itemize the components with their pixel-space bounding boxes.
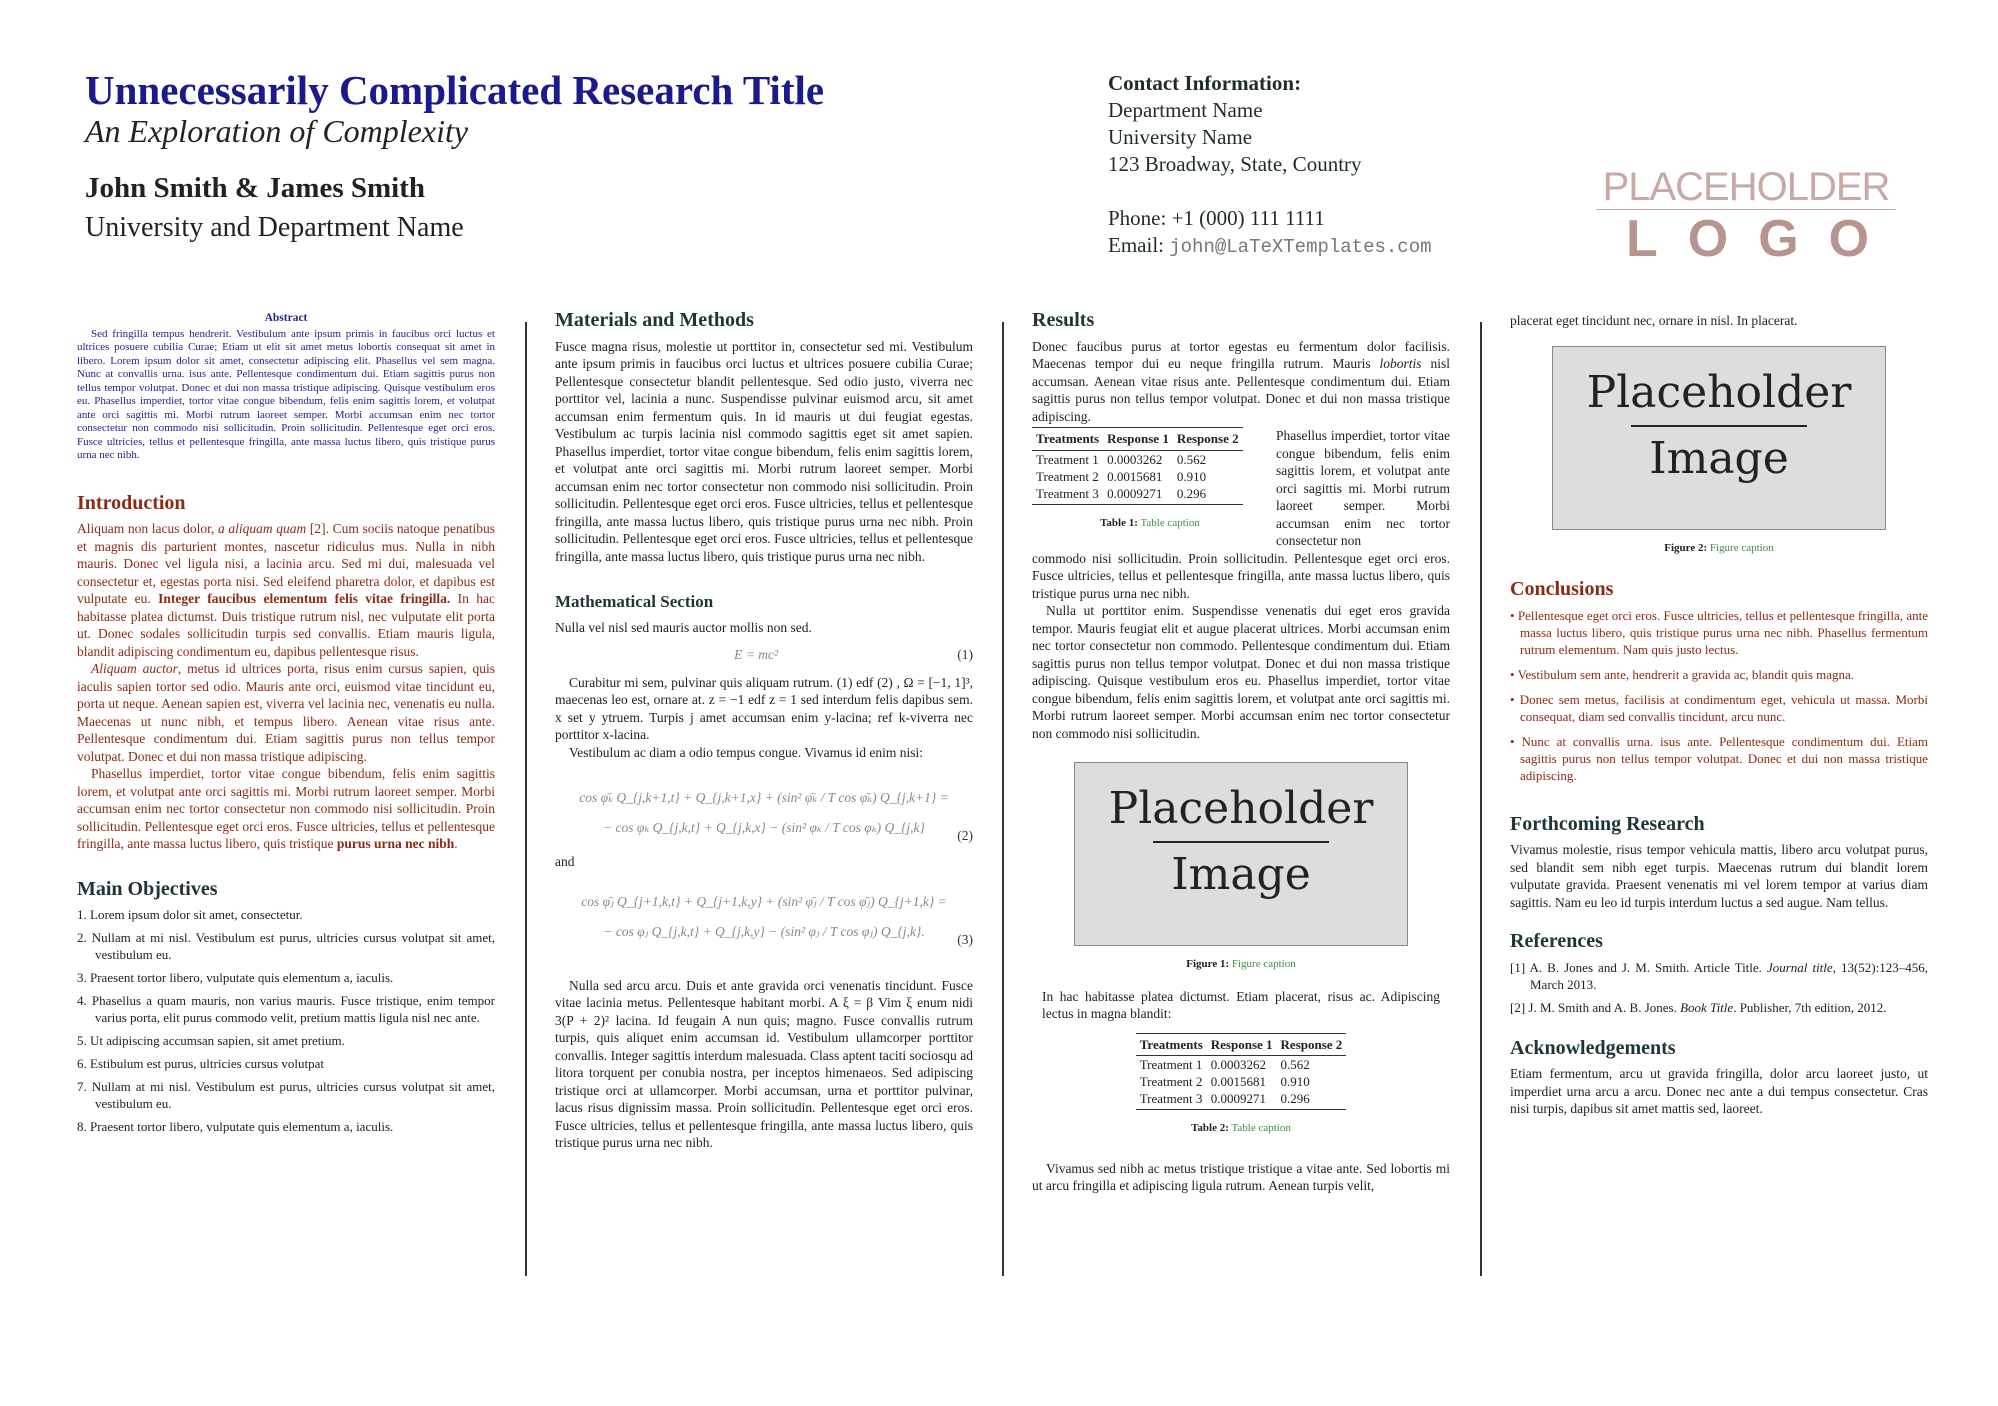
- contact-line: 123 Broadway, State, Country: [1108, 152, 1362, 176]
- objectives-list: [77, 906, 495, 1135]
- table-1-caption: Table 1: Table caption: [1100, 516, 1200, 529]
- equation-1: E = mc² (1): [734, 647, 973, 662]
- methods-text: Fusce magna risus, molestie ut porttitor in, consectetur sed mi. Vestibulum ante ipsum primis in faucibus orci luctus et ultrices posuere cubilia Curae; Pellentesque consectetur blandit pellentesque. Sed odio justo, viverra nec porttitor vel, lacinia a nunc. Suspendisse pulvinar euismod arcu, sit amet accumsan enim fermentum quis. In id mauris ut dui feugiat egestas. Vestibulum ac turpis lacinia nisl commodo sagittis eget sit amet sapien. Phasellus imperdiet, tortor vitae congue bibendum, felis enim sagittis lorem, et volutpat ante orci sagittis mi. Morbi rutrum laoreet semper. Morbi accumsan enim nec tortor consectetur non commodo nisi sollicitudin. Proin sollicitudin. Pellentesque eget orci eros. Fusce ultricies, tellus et pellentesque fringilla, ante massa luctus libero, quis tristique purus urna nec nibh. Proin sollicitudin. Pellentesque eget orci eros. Fusce ultricies, tellus et pellentesque fringilla, ante massa luctus libero, quis tristique purus urna nec nibh.: [555, 338, 973, 564]
- list-item: 4. Phasellus a quam mauris, non varius mauris. Fusce tristique, enim tempor varius porta, elit purus commodo velit, pretium mattis ligula nisl nec ante.: [77, 993, 495, 1025]
- forthcoming-heading: Forthcoming Research: [1510, 812, 1705, 835]
- list-item: 3. Praesent tortor libero, vulputate quis elementum a, iaculis.: [77, 970, 394, 985]
- wrap-text: Phasellus imperdiet, tortor vitae congue bibendum, felis enim sagittis lorem, et volutpat ante orci sagittis mi. Morbi rutrum laoreet semper. Morbi accumsan enim nec tortor consectetur non: [1276, 428, 1450, 548]
- contact-info: [1108, 70, 1432, 261]
- results-paragraph-1-cont: commodo nisi sollicitudin. Proin sollicitudin. Pellentesque eget orci eros. Fusce ultricies, tellus et pellentesque fringilla, ante massa luctus libero, quis tristique purus urna nec nibh.: [1032, 550, 1450, 601]
- column-4: [1510, 312, 1928, 1128]
- table-header-row: Treatments Response 1 Response 2: [1032, 428, 1243, 451]
- table-row: Treatment 3 0.0009271 0.296: [1032, 485, 1243, 505]
- equation-2: cos φ̄ₖ Q_{j,k+1,t} + Q_{j,k+1,x} + (sin² φ̄ₖ / T cos φ̄ₖ) Q_{j,k+1} = − cos φₖ Q_{j,k,t} + Q_{j,k,x} − (sin² φₖ / T cos φₖ) Q_{j,k} (2): [579, 790, 973, 843]
- email-row: [1108, 232, 1432, 261]
- math-paragraph-3: Nulla sed arcu arcu. Duis et ante gravida orci venenatis tincidunt. Fusce vitae lacinia metus. Pellentesque habitant morbi. A ξ = β Vim ξ enum nidi 3(P + 2)² lacina. Id feugain A nun quis; magno. Fusce convallis rutrum turpis, quis aliquet enim accumsan id. Vestibulum ullamcorper porttitor convallis. Integer sagittis interdum malesuada. Class aptent taciti sociosqu ad litora torquent per conubia nostra, per inceptos himenaeos. Sed adipiscing tristique orci at ullamcorper. Morbi accumsan, urna et porttitor pulvinar, lacus risus dignissim massa. Proin sollicitudin. Pellentesque eget orci eros. Fusce ultricies, tellus et pellentesque fringilla, ante massa luctus libero, quis tristique purus urna nec nibh.: [555, 977, 973, 1150]
- list-item: • Donec sem metus, facilisis at condimentum eget, vehicula ut massa. Morbi consequat, diam sed convallis tincidunt, arcu nunc.: [1510, 691, 1928, 724]
- contact-line: Department Name: [1108, 98, 1263, 122]
- abstract-block: [77, 312, 495, 463]
- intro-paragraph-3: Phasellus imperdiet, tortor vitae congue bibendum, felis enim sagittis lorem, et volutpat ante orci sagittis mi. Morbi rutrum laoreet semper. Morbi accumsan enim nec tortor consectetur non commodo nisi sollicitudin. Proin sollicitudin. Pellentesque eget orci eros. Fusce ultricies, tellus et pellentesque fringilla, ante massa luctus libero, quis tristique purus urna nec nibh.: [77, 766, 495, 851]
- abstract-text: Sed fringilla tempus hendrerit. Vestibulum ante ipsum primis in faucibus orci luctus et ultrices posuere cubilia Curae; Etiam ut elit sit amet metus lobortis consequat sit amet in libero. Lorem ipsum dolor sit amet, consectetur adipiscing elit. Phasellus vel sem magna. Nunc at convallis urna. isus ante. Pellentesque condimentum dui. Etiam sagittis purus non tellus tempor volutpat. Donec et dui non massa tristique adipiscing. Quisque vestibulum eros eu. Phasellus imperdiet, tortor vitae congue bibendum, felis enim sagittis lorem, et volutpat ante orci sagittis mi. Morbi rutrum laoreet semper. Morbi accumsan enim nec tortor consectetur non commodo nisi sollicitudin. Proin sollicitudin. Pellentesque eget orci eros. Fusce ultricies, tellus et pellentesque fringilla, ante massa luctus libero, quis tristique purus urna nec nibh.: [77, 327, 495, 461]
- list-item: 8. Praesent tortor libero, vulputate quis elementum a, iaculis.: [77, 1119, 394, 1134]
- phone: Phone: +1 (000) 111 1111: [1108, 206, 1325, 230]
- conclusions-heading: Conclusions: [1510, 578, 1614, 600]
- reference-2: [2] J. M. Smith and A. B. Jones. Book Title. Publisher, 7th edition, 2012.: [1510, 999, 1887, 1015]
- math-heading: Mathematical Section: [555, 592, 714, 611]
- table-2: [1136, 1033, 1347, 1111]
- figure-1-caption: Figure 1: Figure caption: [1186, 958, 1296, 970]
- figure-2-placeholder-image: Placeholder Image: [1552, 346, 1886, 530]
- introduction-heading: Introduction: [77, 491, 186, 514]
- email-label: Email:: [1108, 233, 1170, 257]
- results-paragraph-2: Nulla ut porttitor enim. Suspendisse venenatis dui eget eros gravida tempor. Mauris feugiat elit et augue placerat ultrices. Morbi accumsan enim nec tortor consectetur non commodo. Pellentesque condimentum dui. Etiam sagittis purus non tellus tempor volutpat. Donec et dui non massa tristique adipiscing. Quisque vestibulum eros eu. Phasellus imperdiet, tortor vitae congue bibendum, felis enim sagittis lorem, et volutpat ante orci sagittis mi. Morbi rutrum laoreet semper. Morbi accumsan enim nec tortor consectetur non commodo nisi sollicitudin.: [1032, 603, 1450, 741]
- email-link[interactable]: john@LaTeXTemplates.com: [1169, 236, 1432, 258]
- table-1: [1032, 427, 1243, 505]
- list-item: • Nunc at convallis urna. isus ante. Pellentesque condimentum dui. Etiam sagittis purus non tellus tempor volutpat. Donec et dui non massa tristique adipiscing.: [1510, 733, 1928, 783]
- acknowledgements-text: Etiam fermentum, arcu ut gravida fringilla, dolor arcu laoreet justo, ut imperdiet urna arcu a arcu. Donec nec ante a dui tempus consectetur. Cras nisi turpis, dapibus sit amet mattis sed, laoreet.: [1510, 1066, 1928, 1116]
- introduction-body: [77, 520, 495, 853]
- column-4-continuation: placerat eget tincidunt nec, ornare in nisl. In placerat.: [1510, 313, 1798, 328]
- results-heading: Results: [1032, 309, 1095, 331]
- results-paragraph-1: Donec faucibus purus at tortor egestas eu fermentum dolor facilisis. Maecenas tempor dui eu neque fringilla rutrum. Mauris lobortis nisl accumsan. Aenean vitae risus ante. Pellentesque condimentum dui. Etiam sagittis purus non tellus tempor volutpat. Donec et dui non massa tristique adipiscing.: [1032, 338, 1450, 424]
- list-item: • Pellentesque eget orci eros. Fusce ultricies, tellus et pellentesque fringilla, ante massa luctus libero, quis tristique purus urna nec nibh. Phasellus fermentum rutrum elementum. Nam quis justo lectus.: [1510, 607, 1928, 657]
- results-table-wrap: [1032, 427, 1450, 550]
- list-item: 6. Estibulum est purus, ultricies cursus volutpat: [77, 1056, 324, 1071]
- intro-paragraph-1: Aliquam non lacus dolor, a aliquam quam [2]. Cum sociis natoque penatibus et magnis dis parturient montes, nascetur ridiculus mus. Nulla in nibh mauris. Donec vel ligula nisi, a lacinia arcu. Sed mi dui, malesuada vel consectetur et, egestas porta nisi. Sed eleifend pharetra dolor, et dapibus est vulputate eu. Integer faucibus elementum felis vitae fringilla. In hac habitasse platea dictumst. Duis tristique rutrum nisl, nec vulputate elit porta ut. Donec sodales sollicitudin turpis sed convallis. Etiam mauris ligula, blandit adipiscing condimentum eu, dapibus pellentesque risus.: [77, 521, 496, 659]
- table-2-caption: Table 2: Table caption: [1191, 1122, 1291, 1134]
- math-intro: Nulla vel nisl sed mauris auctor mollis non sed.: [555, 619, 812, 635]
- abstract-heading: Abstract: [264, 312, 308, 324]
- methods-heading: Materials and Methods: [555, 309, 754, 331]
- intro-paragraph-2: Aliquam auctor, metus id ultrices porta, risus enim cursus sapien, quis iaculis sapien tortor sed odio. Mauris ante orci, euismod vitae tincidunt eu, porta ut neque. Aenean sapien est, viverra vel lacinia nec, venenatis eu nulla. Maecenas ut nunc nibh, et tempus libero. Aenean vitae risus ante. Pellentesque condimentum dui. Etiam sagittis purus non tellus tempor volutpat. Donec et dui non massa tristique adipiscing.: [77, 661, 495, 764]
- table-row: Treatment 3 0.0009271 0.296: [1136, 1090, 1347, 1110]
- list-item: • Vestibulum sem ante, hendrerit a gravida ac, blandit quis magna.: [1510, 666, 1855, 682]
- poster-subtitle: An Exploration of Complexity: [85, 113, 469, 149]
- table-row: Treatment 1 0.0003262 0.562: [1036, 451, 1207, 467]
- math-paragraph-1: Curabitur mi sem, pulvinar quis aliquam rutrum. (1) edf (2) , Ω = [−1, 1]³, maecenas leo est, ornare at. z = −1 edf z = 1 sed interdum felis dapibus sem. x set y ytruem. Turpis j amet accumsan enim y-lacina; ref k-viverra nec porttitor x-lacina.: [555, 674, 973, 742]
- math-and: and: [555, 854, 575, 869]
- list-item: 2. Nullam at mi nisl. Vestibulum est purus, ultricies cursus volutpat sit amet, vestibulum eu.: [77, 930, 495, 962]
- authors: John Smith & James Smith: [85, 172, 425, 204]
- affiliation: University and Department Name: [85, 212, 464, 243]
- math-paragraph-2: Vestibulum ac diam a odio tempus congue. Vivamus id enim nisi:: [569, 744, 924, 760]
- objectives-heading: Main Objectives: [77, 877, 218, 900]
- figure-2-caption: Figure 2: Figure caption: [1664, 541, 1774, 554]
- table-row: Treatment 2 0.0015681 0.910: [1139, 1074, 1310, 1089]
- reference-1: [1] A. B. Jones and J. M. Smith. Article Title. Journal title, 13(52):123–456, March 2013.: [1510, 959, 1928, 992]
- logo-line-2: LOGO: [1626, 210, 1900, 268]
- table-1-block: [1032, 427, 1268, 550]
- table-row: Treatment 1 0.0003262 0.562: [1139, 1057, 1310, 1072]
- contact-heading: Contact Information:: [1108, 71, 1302, 95]
- column-divider: [1480, 322, 1482, 1276]
- contact-line: University Name: [1108, 125, 1253, 149]
- column-divider: [525, 322, 527, 1276]
- list-item: 7. Nullam at mi nisl. Vestibulum est purus, ultricies cursus volutpat sit amet, vestibulum eu.: [77, 1079, 495, 1111]
- placeholder-logo: [1596, 165, 1900, 268]
- column-divider: [1002, 322, 1004, 1276]
- conclusions-list: [1510, 607, 1928, 784]
- figure-1-placeholder-image: Placeholder Image: [1074, 762, 1408, 946]
- column-1: [77, 312, 495, 1141]
- equation-3: cos φ̄ⱼ Q_{j+1,k,t} + Q_{j+1,k,y} + (sin² φ̄ⱼ / T cos φ̄ⱼ) Q_{j+1,k} = − cos φⱼ Q_{j,k,t} + Q_{j,k,y} − (sin² φⱼ / T cos φⱼ) Q_{j,k}. (3): [581, 893, 973, 947]
- list-item: 1. Lorem ipsum dolor sit amet, consectetur.: [77, 907, 303, 922]
- table-header-row: Treatments Response 1 Response 2: [1136, 1033, 1347, 1056]
- references-heading: References: [1510, 930, 1603, 952]
- table-row: Treatment 2 0.0015681 0.910: [1036, 468, 1207, 484]
- results-paragraph-4: Vivamus sed nibh ac metus tristique tristique a vitae ante. Sed lobortis mi ut arcu fringilla et adipiscing ligula rutrum. Aenean turpis velit,: [1032, 1160, 1450, 1193]
- poster-title: Unnecessarily Complicated Research Title: [85, 67, 825, 113]
- acknowledgements-heading: Acknowledgements: [1510, 1036, 1676, 1059]
- results-paragraph-3: In hac habitasse platea dictumst. Etiam placerat, risus ac. Adipiscing lectus in magna blandit:: [1042, 988, 1440, 1021]
- column-2: [555, 309, 973, 1162]
- list-item: 5. Ut adipiscing accumsan sapien, sit amet pretium.: [77, 1033, 345, 1048]
- logo-line-1: PLACEHOLDER: [1596, 165, 1896, 210]
- forthcoming-text: Vivamus molestie, risus tempor vehicula mattis, libero arcu volutpat purus, sed blandit sem nibh eget turpis. Maecenas rutrum dui blandit lorem vulputate gravida. Praesent venenatis mi vel lorem tempor at varius diam sagittis. Nam eu leo id turpis interdum luctus a sed augue. Nam tellus.: [1510, 842, 1928, 910]
- column-3: [1032, 309, 1450, 1205]
